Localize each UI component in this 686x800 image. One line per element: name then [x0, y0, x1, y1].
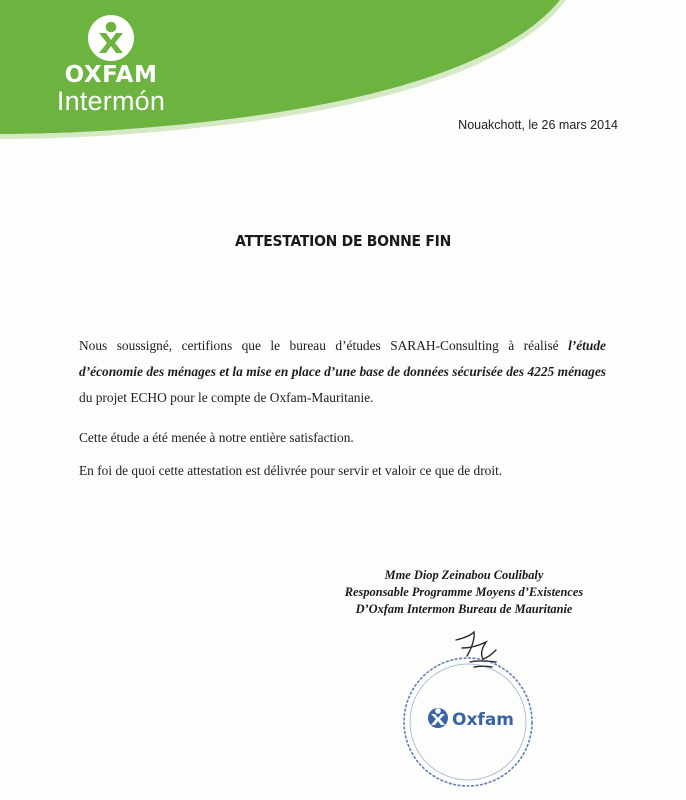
- oxfam-symbol-icon: [87, 14, 135, 62]
- signature-block: [324, 567, 604, 618]
- body-paragraph-3: En foi de quoi cette attestation est délivrée pour servir et valoir ce que de droit.: [79, 463, 503, 478]
- document-title: ATTESTATION DE BONNE FIN: [235, 232, 451, 250]
- body-paragraph-1-emphasis: l’étude d’économie des ménages et la mise en place d’une base de données sécurisée des 4225 ménages: [79, 338, 606, 379]
- body-paragraph-1-end: du projet ECHO pour le compte de Oxfam-Mauritanie.: [79, 390, 374, 405]
- body-paragraph-1-start: Nous soussigné, certifions que le bureau d’études SARAH-Consulting à réalisé: [79, 338, 569, 353]
- signatory-organization: D’Oxfam Intermon Bureau de Mauritanie: [355, 602, 573, 616]
- signatory-role: Responsable Programme Moyens d’Existences: [344, 585, 584, 599]
- stamp-oxfam-text: Oxfam: [452, 710, 514, 730]
- oxfam-stamp-icon: [398, 652, 538, 792]
- logo-intermon-text: Intermón: [56, 86, 166, 116]
- body-paragraph-2: Cette étude a été menée à notre entière satisfaction.: [79, 430, 354, 445]
- body-paragraph-1: [79, 333, 606, 411]
- oxfam-intermon-logo: [46, 14, 176, 115]
- date-line: Nouakchott, le 26 mars 2014: [458, 118, 618, 132]
- signatory-name: Mme Diop Zeinabou Coulibaly: [384, 568, 544, 582]
- logo-oxfam-text: OXFAM: [64, 62, 158, 88]
